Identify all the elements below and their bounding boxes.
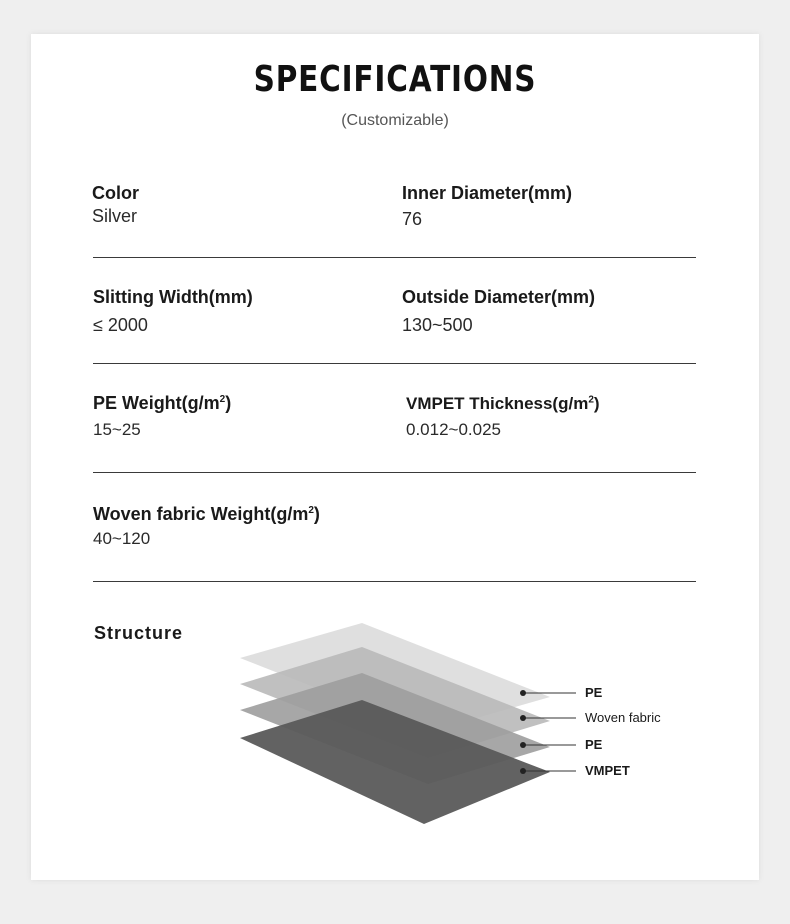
spec-value: 40~120 — [93, 529, 151, 548]
structure-heading: Structure — [94, 623, 184, 643]
layer-label-woven-fabric: Woven fabric — [585, 710, 661, 725]
spec-label: VMPET $Thickness(g/m^2)$ — [406, 394, 600, 413]
spec-value: 15~25 — [93, 420, 141, 439]
leader-dot — [520, 742, 526, 748]
leader-dot — [520, 690, 526, 696]
leader-dot — [520, 768, 526, 774]
spec-label: Woven fabric $Weight(g/m^2)$ — [93, 504, 320, 524]
spec-value: ≤ 2000 — [93, 315, 148, 335]
page-subtitle: (Customizable) — [341, 112, 449, 129]
layer-label-pe: PE — [585, 685, 603, 700]
spec-label: Color — [92, 183, 139, 203]
spec-label: Slitting Width(mm) — [93, 287, 253, 307]
layer-label-pe: PE — [585, 737, 603, 752]
spec-label: PE $Weight(g/m^2)$ — [93, 393, 232, 413]
page-title: SPECIFICATIONS — [253, 59, 537, 100]
spec-value: 130~500 — [402, 315, 473, 335]
layer-label-vmpet: VMPET — [585, 763, 630, 778]
spec-label: Inner Diameter(mm) — [402, 183, 573, 203]
leader-dot — [520, 715, 526, 721]
spec-value: 76 — [402, 209, 423, 229]
spec-value: Silver — [92, 206, 138, 226]
spec-label: Outside Diameter(mm) — [402, 287, 596, 307]
spec-value: 0.012~0.025 — [406, 420, 502, 439]
